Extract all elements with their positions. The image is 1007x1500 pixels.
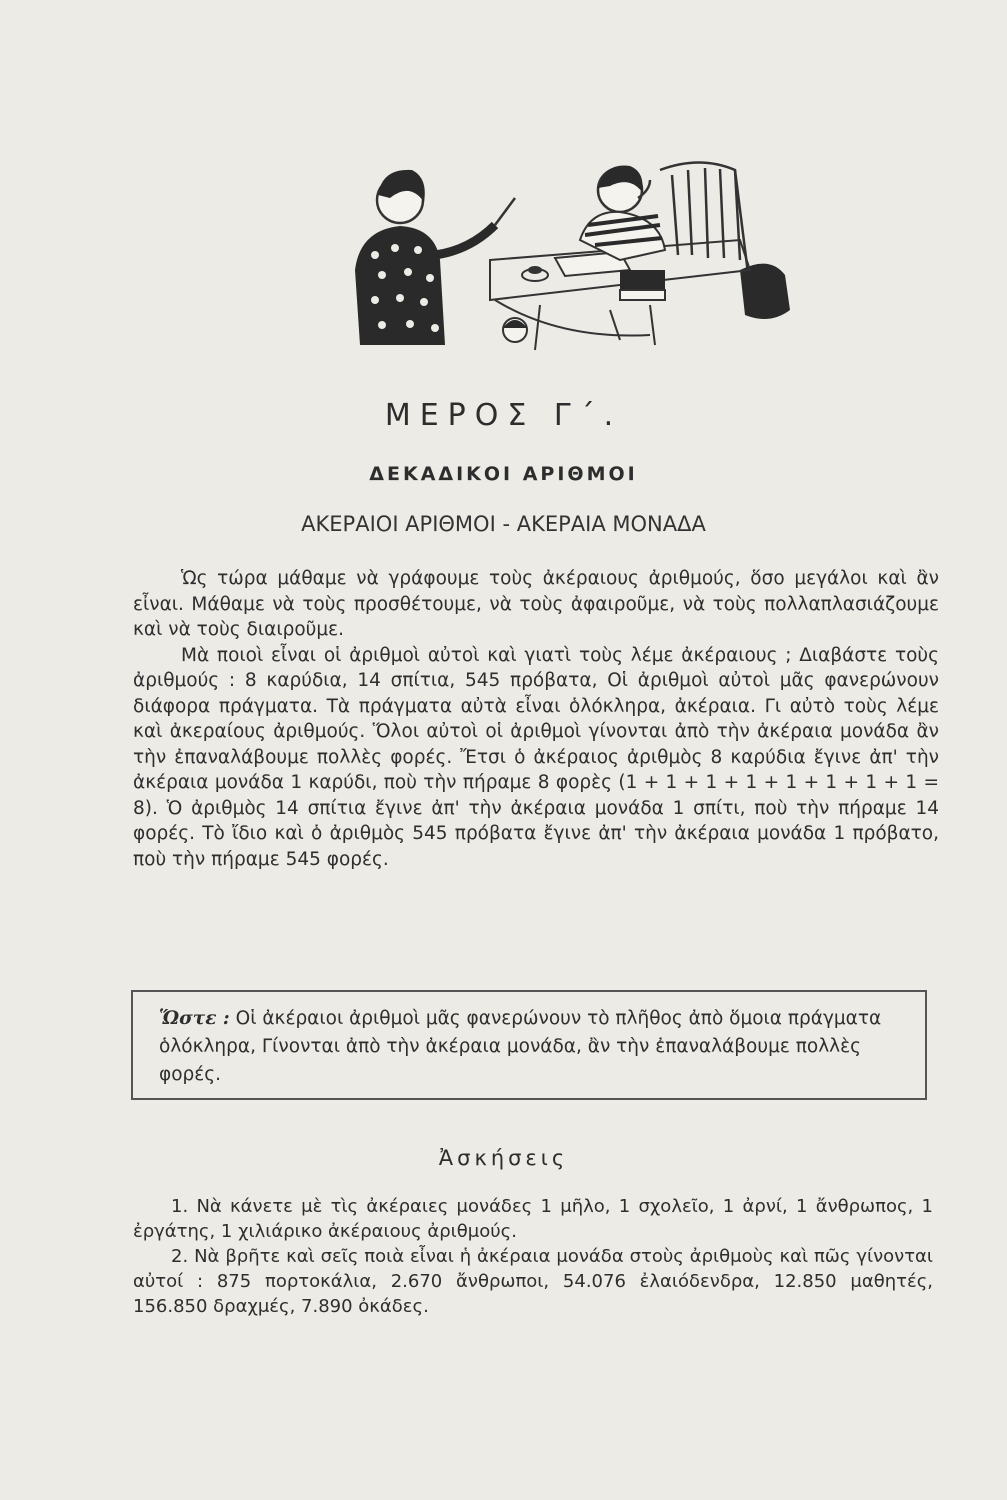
chapter-title: ΔΕΚΑΔΙΚΟΙ ΑΡΙΘΜΟΙ xyxy=(369,463,638,485)
summary-text: Οἱ ἀκέραιοι ἀριθμοὶ μᾶς φανερώνουν τὸ πλῆθος ἀπὸ ὅμοια πράγματα ὁλόκληρα, Γίνονται ἀπὸ τὴν ἀκέραια μονάδα, ἂν τὴν ἐπαναλάβουμε πολλὲς φορές. xyxy=(159,1008,882,1085)
teacher-and-student-illustration xyxy=(320,140,800,380)
paragraph: Ὡς τώρα μάθαμε νὰ γράφουμε τοὺς ἀκέραιους ἀριθμούς, ὅσο μεγάλοι καὶ ἂν εἶναι. Μάθαμε νὰ τοὺς προσθέτουμε, νὰ τοὺς ἀφαιροῦμε, νὰ τοὺς πολλαπλασιάζουμε καὶ νὰ τοὺς διαιροῦμε. xyxy=(133,568,939,640)
exercise-item: 1. Νὰ κάνετε μὲ τὶς ἀκέραιες μονάδες 1 μῆλο, 1 σχολεῖο, 1 ἀρνί, 1 ἄνθρωπος, 1 ἐργάτης, 1 χιλιάρικο ἀκέραιους ἀριθμούς. xyxy=(133,1196,933,1242)
exercises-title: Ἀσκήσεις xyxy=(438,1146,569,1170)
exercises-list xyxy=(133,1194,933,1319)
part-title: ΜΕΡΟΣ Γ΄. xyxy=(384,398,623,433)
body-text xyxy=(133,566,939,872)
exercise-item: 2. Νὰ βρῆτε καὶ σεῖς ποιὰ εἶναι ἡ ἀκέραια μονάδα στοὺς ἀριθμοὺς καὶ πῶς γίνονται αὐτοί : 875 πορτοκάλια, 2.670 ἄνθρωποι, 54.076 ἐλαιόδενδρα, 12.850 μαθητές, 156.850 δραχμές, 7.890 ὀκάδες. xyxy=(133,1246,933,1317)
summary-lead: Ὥστε : xyxy=(159,1008,230,1029)
summary-box xyxy=(131,990,927,1100)
paragraph: Μὰ ποιοὶ εἶναι οἱ ἀριθμοὶ αὐτοὶ καὶ γιατὶ τοὺς λέμε ἀκέραιους ; Διαβάστε τοὺς ἀριθμούς : 8 καρύδια, 14 σπίτια, 545 πρόβατα, Οἱ ἀριθμοὶ αὐτοὶ μᾶς φανερώνουν διάφορα πράγματα. Τὰ πράγματα αὐτὰ εἶναι ὁλόκληρα, ἀκέραια. Γι αὐτὸ τοὺς λέμε καὶ ἀκεραίους ἀριθμούς. Ὅλοι αὐτοὶ οἱ ἀριθμοὶ γίνονται ἀπὸ τὴν ἀκέραια μονάδα ἂν τὴν ἐπαναλάβουμε πολλὲς φορές. Ἔτσι ὁ ἀκέραιος ἀριθμὸς 8 καρύδια ἔγινε ἀπ' τὴν ἀκέραια μονάδα 1 καρύδι, ποὺ τὴν πήραμε 8 φορὲς (1 + 1 + 1 + 1 + 1 + 1 + 1 + 1 = 8). Ὁ ἀριθμὸς 14 σπίτια ἔγινε ἀπ' τὴν ἀκέραια μονάδα 1 σπίτι, ποὺ τὴν πήραμε 14 φορές. Τὸ ἴδιο καὶ ὁ ἀριθμὸς 545 πρόβατα ἔγινε ἀπ' τὴν ἀκέραια μονάδα 1 πρόβατο, ποὺ τὴν πήραμε 545 φορές. xyxy=(133,644,939,870)
section-title: ΑΚΕΡΑΙΟΙ ΑΡΙΘΜΟΙ - ΑΚΕΡΑΙΑ ΜΟΝΑΔΑ xyxy=(301,512,706,536)
